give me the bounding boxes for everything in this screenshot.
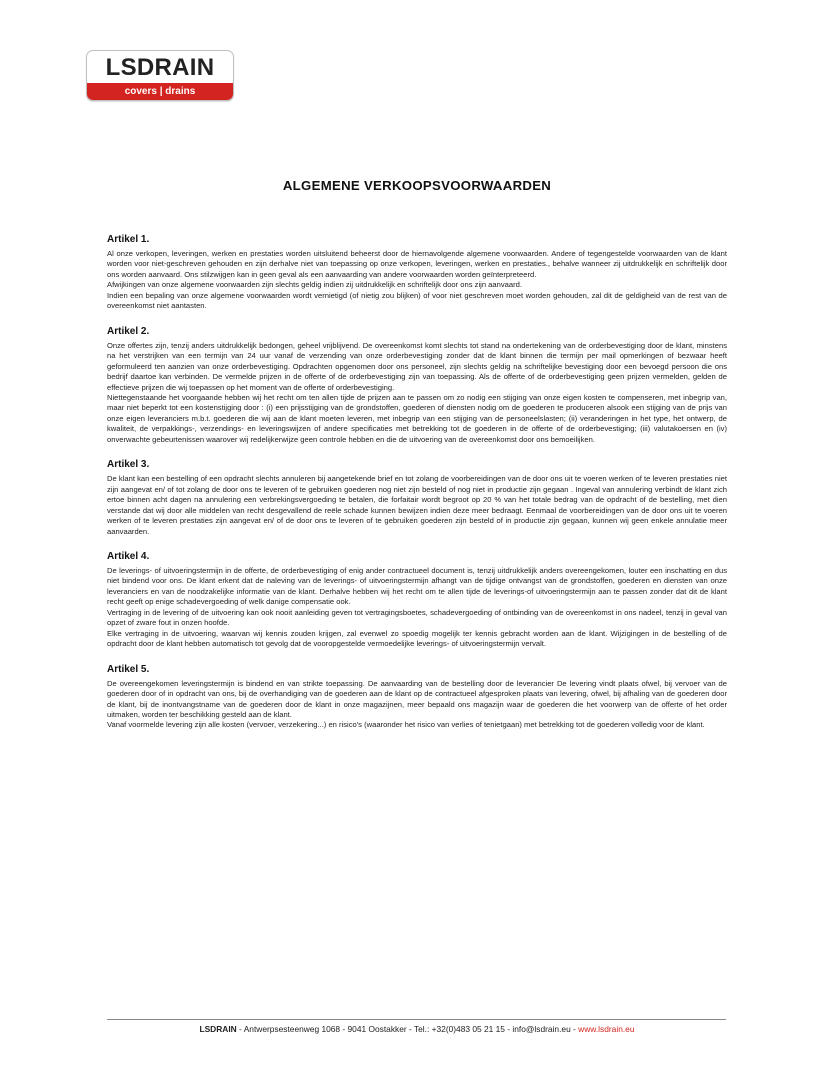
footer-brand: LSDRAIN bbox=[199, 1024, 237, 1034]
article-heading: Artikel 5. bbox=[107, 663, 150, 675]
logo-name: LSDRAIN bbox=[105, 54, 215, 81]
article-paragraph: Elke vertraging in de uitvoering, waarvan wij kennis zouden krijgen, zal evenwel zo spoedig mogelijk ter kennis gebracht worden aan de klant. Wijzigingen in de bestelling of de opdracht door de klant hebben automatisch tot gevolg dat de vooropgestelde vermoedelijke leverings- of uitvoeringstermijn vervalt. bbox=[107, 628, 727, 649]
article-section bbox=[107, 551, 727, 650]
footer-address: - Antwerpsesteenweg 1068 - 9041 Oostakker - Tel.: +32(0)483 05 21 15 - info@lsdrain.eu - bbox=[236, 1024, 579, 1034]
terms-content bbox=[107, 234, 727, 745]
company-logo bbox=[86, 50, 234, 101]
article-section bbox=[107, 326, 727, 446]
article-paragraph: De klant kan een bestelling of een opdracht slechts annuleren bij aangetekende brief en tot zolang de voorbereidingen van de door ons uit te voeren werken of te leveren prestaties niet zijn aangevat en/ of tot zolang de door ons te leveren of te gebruiken goederen nog niet zijn besteld of nog niet in productie zijn gegaan . Ingeval van annulering verbindt de klant zich ertoe binnen acht dagen na annulering een verbrekingsvergoeding te betalen, die forfaitair wordt begroot op 20 % van het totale bedrag van de opdracht of de bestelling, met dien verstande dat wij door alle middelen van recht desgevallend de reële schade kunnen bewijzen indien deze meer bedraagt. Eenmaal de voorbereidingen van de door ons uit te voeren werken of te leveren prestaties zijn aangevat en/ of de door ons te leveren of te gebruiken goederen zijn besteld of in productie zijn gegaan, kunnen wij geen enkele annulatie meer aanvaarden. bbox=[107, 474, 727, 536]
article-section bbox=[107, 459, 727, 537]
footer-divider bbox=[107, 1019, 726, 1020]
article-heading: Artikel 4. bbox=[107, 550, 150, 562]
article-paragraph: Onze offertes zijn, tenzij anders uitdrukkelijk bedongen, geheel vrijblijvend. De overeenkomst komt slechts tot stand na ondertekening van de orderbevestiging door de klant, minstens na het verstrijken van een termijn van 24 uur vanaf de verzending van onze orderbevestiging zonder dat de klant binnen die termijn per mail opmerkingen of bezwaar heeft geformuleerd ten aanzien van onze orderbevestiging. Opdrachten opgenomen door ons personeel, zijn slechts geldig na schriftelijke bevestiging door een bevoegd persoon die ons bedrijf daartoe kan verbinden. De vermelde prijzen in de offerte of de orderbevestiging zijn van toepassing. Als de offerte of de orderbevestiging geen prijzen vermelden, gelden de effectieve prijzen die wij toepassen op het moment van de offerte of orderbevestiging. bbox=[107, 340, 727, 392]
article-heading: Artikel 2. bbox=[107, 325, 150, 337]
article-paragraph: De leverings- of uitvoeringstermijn in de offerte, de orderbevestiging of enig ander contractueel document is, tenzij uitdrukkelijk anders overeengekomen, louter een inschatting en dus niet bindend voor ons. De klant erkent dat de naleving van de leverings- of uitvoeringstermijn afhangt van de tijdige ontvangst van de grondstoffen, goederen en diensten van onze leveranciers en van de noodzakelijke informatie van de klant. Derhalve hebben wij het recht om te allen tijde de leverings-of uitvoeringstermijn aan te passen zonder dat dit de klant recht geeft op enige schadevergoeding of welk danige compensatie ook. bbox=[107, 565, 727, 607]
page-footer bbox=[0, 1024, 834, 1034]
article-paragraph: Vanaf voormelde levering zijn alle kosten (vervoer, verzekering...) en risico's (waaronder het risico van verlies of tenietgaan) met betrekking tot de goederen volledig voor de klant. bbox=[107, 720, 705, 730]
article-paragraph: Vertraging in de levering of de uitvoering kan ook nooit aanleiding geven tot vertragingsboetes, schadevergoeding of ontbinding van de overeenkomst in ons nadeel, tenzij in geval van opzet of zware fout in onzen hoofde. bbox=[107, 607, 727, 628]
article-heading: Artikel 3. bbox=[107, 459, 150, 471]
logo-tagline: covers | drains bbox=[87, 83, 233, 100]
article-section bbox=[107, 664, 727, 731]
footer-website-link[interactable]: www.lsdrain.eu bbox=[578, 1024, 635, 1034]
article-paragraph: Indien een bepaling van onze algemene voorwaarden wordt vernietigd (of nietig zou blijken) of voor niet geschreven moet worden gehouden, zal dit de geldigheid van de rest van de overeenkomst niet aantasten. bbox=[107, 290, 727, 311]
article-paragraph: Afwijkingen van onze algemene voorwaarden zijn slechts geldig indien zij uitdrukkelijk en schriftelijk door ons zijn aanvaard. bbox=[107, 280, 522, 290]
article-paragraph: Al onze verkopen, leveringen, werken en prestaties worden uitsluitend beheerst door de hiernavolgende algemene voorwaarden. Andere of tegengestelde voorwaarden van de klant worden voor niet-geschreven gehouden en zijn derhalve niet van toepassing op onze verkopen, leveringen, werken en prestaties., behalve wanneer zij uitdrukkelijk en schriftelijk door ons worden aanvaard. Ons stilzwijgen kan in geen geval als een aanvaarding van andere voorwaarden worden geïnterpreteerd. bbox=[107, 249, 727, 279]
document-title: ALGEMENE VERKOOPSVOORWAARDEN bbox=[282, 178, 552, 193]
article-heading: Artikel 1. bbox=[107, 234, 150, 245]
article-paragraph: De overeengekomen leveringstermijn is bindend en van strikte toepassing. De aanvaarding van de bestelling door de leverancier De levering vindt plaats ofwel, bij vervoer van de goederen door of in opdracht van ons, bij de overhandiging van de goederen aan de klant op de contractueel afgesproken plaats van levering, ofwel, bij afhaling van de goederen door de klant, bij de inontvangstname van de goederen door de klant in onze magazijnen, meer bepaald ons magazijn waar de goederen die het voorwerp van de offerte of het order uitmaken, worden ter beschikking gesteld aan de klant. bbox=[107, 678, 727, 719]
article-paragraph: Niettegenstaande het voorgaande hebben wij het recht om ten allen tijde de prijzen aan te passen om zo nodig een stijging van onze eigen kosten te compenseren, met inbegrip van, maar niet beperkt tot een kostenstijging door : (i) een prijsstijging van de grondstoffen, goederen of diensten nodig om de goederen te produceren alsook een stijging van de prijs van onze eigen leveranciers m.b.t. goederen die wij aan de klant moeten leveren, met inbegrip van een stijging van de personeelslasten; (ii) veranderingen in het type, het ontwerp, de kwaliteit, de verpakkings-, verzendings- en leveringswijzen of andere specificaties met betrekking tot de goederen in de offerte of de orderbevestiging; (iii) valutakoersen en (iv) onverwachte gebeurtenissen waarover wij redelijkerwijze geen controle hebben en die de uitvoering van de overeenkomst door ons bemoeilijken. bbox=[107, 392, 727, 444]
article-section bbox=[107, 234, 727, 312]
